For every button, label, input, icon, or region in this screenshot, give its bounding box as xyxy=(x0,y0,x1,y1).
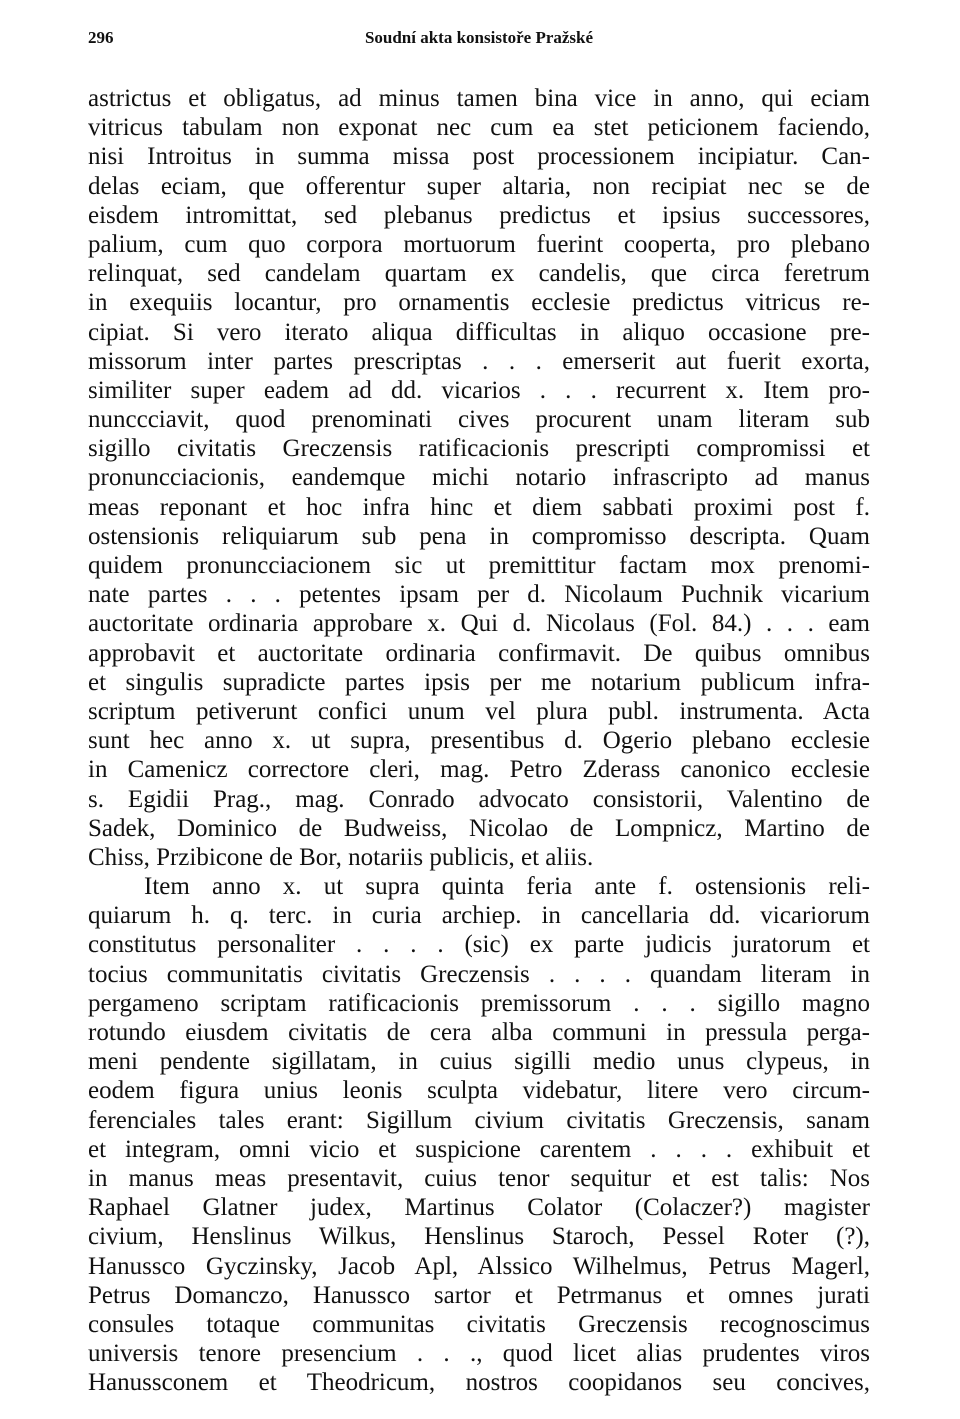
text-line: quidem pronuncciacionem sic ut premittitur factam mox prenomi- xyxy=(88,552,870,579)
text-line: et integram, omni vicio et suspicione carentem . . . . exhibuit et xyxy=(88,1135,870,1163)
text-line: in exequiis locantur, pro ornamentis ecclesie predictus vitricus re- xyxy=(88,289,870,317)
text-line: Hanussco Gyczinsky, Jacob Apl, Alssico Wilhelmus, Petrus Magerl, xyxy=(88,1252,870,1280)
text-line: in manus meas presentavit, cuius tenor sequitur et est talis: Nos xyxy=(88,1164,870,1192)
text-line: cipiat. Si vero iterato aliqua difficultas in aliquo occasione pre- xyxy=(88,318,870,346)
page-header xyxy=(88,28,870,58)
text-line: scriptum petiverunt confici unum vel plura publ. instrumenta. Acta xyxy=(88,697,870,725)
text-line: approbavit et auctoritate ordinaria confirmavit. De quibus omnibus xyxy=(88,639,870,667)
page-number: 296 xyxy=(88,28,114,47)
text-line: Raphael Glatner judex, Martinus Colator (Colaczer?) magister xyxy=(88,1194,870,1222)
text-line: ferenciales tales erant: Sigillum civium civitatis Greczensis, sanam xyxy=(88,1106,870,1134)
text-line: civium, Henslinus Wilkus, Henslinus Staroch, Pessel Roter (?), xyxy=(88,1223,870,1251)
text-line: nunccciavit, quod prenominati cives procurent unam literam sub xyxy=(88,406,870,434)
text-line: pronuncciacionis, eandemque michi notario infrascripto ad manus xyxy=(88,464,870,492)
text-line: palium, cum quo corpora mortuorum fuerint cooperta, pro plebano xyxy=(88,230,870,258)
text-line: tocius communitatis civitatis Greczensis . . . . quandam literam in xyxy=(88,960,870,988)
text-line: et singulis supradicte partes ipsis per me notarium publicum infra- xyxy=(88,668,870,696)
text-line: pergameno scriptam ratificacionis premissorum . . . sigillo magno xyxy=(88,989,870,1017)
text-line: universis tenore presencium . . ., quod licet alias prudentes viros xyxy=(88,1340,870,1368)
text-line: Item anno x. ut supra quinta feria ante f. ostensionis reli- xyxy=(144,873,870,901)
text-line: delas eciam, que offerentur super altaria, non recipiat nec se de xyxy=(88,172,870,200)
text-line: nisi Introitus in summa missa post processionem incipiatur. Can- xyxy=(88,143,870,171)
text-line: Sadek, Dominico de Budweiss, Nicolao de Lompnicz, Martino de xyxy=(88,814,870,842)
text-line: relinquat, sed candelam quartam ex candelis, que circa feretrum xyxy=(88,260,870,288)
text-line: sunt hec anno x. ut supra, presentibus d. Ogerio plebano ecclesie xyxy=(88,727,870,755)
text-line: ostensionis reliquiarum sub pena in compromisso descripta. Quam xyxy=(88,522,870,550)
text-line: meas reponant et hoc infra hinc et diem sabbati proximi post f. xyxy=(88,493,870,521)
text-line: missorum inter partes prescriptas . . . emerserit aut fuerit exorta, xyxy=(88,347,870,375)
text-line: s. Egidii Prag., mag. Conrado advocato consistorii, Valentino de xyxy=(88,785,870,813)
text-line: Petrus Domanczo, Hanussco sartor et Petrmanus et omnes jurati xyxy=(88,1281,870,1309)
text-line: rotundo eiusdem civitatis de cera alba communi in pressula perga- xyxy=(88,1019,870,1046)
text-line: eisdem intromittat, sed plebanus predictus et ipsius successores, xyxy=(88,201,870,229)
text-line: astrictus et obligatus, ad minus tamen bina vice in anno, qui eciam xyxy=(88,85,870,112)
text-line: similiter super eadem ad dd. vicarios . . . recurrent x. Item pro- xyxy=(88,376,870,404)
text-line: sigillo civitatis Greczensis ratificacionis prescripti compromissi et xyxy=(88,435,870,463)
text-line: vitricus tabulam non exponat nec cum ea stet peticionem faciendo, xyxy=(88,114,870,142)
text-line: consules totaque communitas civitatis Greczensis recognoscimus xyxy=(88,1310,870,1338)
text-line: nate partes . . . petentes ipsam per d. Nicolaum Puchnik vicarium xyxy=(88,581,870,609)
text-line: eodem figura unius leonis sculpta videbatur, litere vero circum- xyxy=(88,1077,870,1105)
text-line: auctoritate ordinaria approbare x. Qui d. Nicolaus (Fol. 84.) . . . eam xyxy=(88,610,870,638)
text-line: in Camenicz correctore cleri, mag. Petro Zderass canonico ecclesie xyxy=(88,756,870,784)
text-line: Hanussconem et Theodricum, nostros coopidanos seu concives, xyxy=(88,1369,870,1397)
running-title: Soudní akta konsistoře Pražské xyxy=(364,28,594,47)
text-line: Chiss, Przibicone de Bor, notariis publicis, et aliis. xyxy=(88,843,594,871)
text-line: meni pendente sigillatam, in cuius sigilli medio unus clypeus, in xyxy=(88,1048,870,1076)
body-text xyxy=(88,84,870,1397)
text-line: constitutus personaliter . . . . (sic) ex parte judicis juratorum et xyxy=(88,931,870,959)
text-line: quiarum h. q. terc. in curia archiep. in cancellaria dd. vicariorum xyxy=(88,902,870,930)
